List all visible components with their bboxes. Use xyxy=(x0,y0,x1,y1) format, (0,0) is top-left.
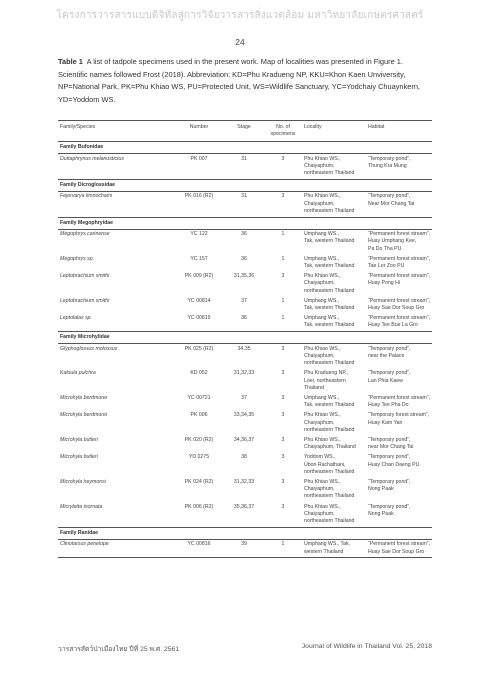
species-name: Leptobrachium smithi xyxy=(60,273,110,280)
habitat-line: Huay Pong Hi xyxy=(368,280,401,287)
species-name: Megophrys sp. xyxy=(60,255,95,262)
habitat-cell xyxy=(366,436,432,453)
habitat-cell xyxy=(366,478,432,503)
table-row xyxy=(58,478,432,503)
stage-value: 36 xyxy=(241,231,247,238)
footer-journal-english: Journal of Wildlife in Thailand Vol. 25, 2018 xyxy=(301,643,432,650)
locality-line: northeastern Thailand xyxy=(304,517,355,524)
locality-cell xyxy=(302,296,366,313)
locality-line: Tak, western Thailand xyxy=(304,238,355,245)
locality-line: Yoddom WS., xyxy=(304,454,336,461)
locality-line: Phu Khiao WS., xyxy=(304,478,341,485)
locality-line: western Thailand xyxy=(304,548,344,555)
locality-line: Tak, western Thailand xyxy=(304,304,355,311)
table-row xyxy=(58,453,432,478)
habitat-line: “Permanent forest stream”, xyxy=(368,273,430,280)
family-row xyxy=(58,217,432,229)
habitat-line: Huay Umphang Kee, xyxy=(368,238,417,245)
habitat-cell xyxy=(366,411,432,436)
specimen-count: 3 xyxy=(281,193,285,200)
specimen-number: YC 00819 xyxy=(187,315,211,322)
locality-cell xyxy=(302,314,366,332)
table-header xyxy=(58,121,432,142)
habitat-line: Thung Kra Mung xyxy=(368,162,407,169)
species-name: Leptolalax sp. xyxy=(60,315,93,322)
species-name: Glyphoglossus molossus xyxy=(60,345,118,352)
habitat-line: “Permanent forest stream”, xyxy=(368,394,430,401)
habitat-line: “Permanent forest stream”, xyxy=(368,231,430,238)
specimen-number: PK 006 xyxy=(190,412,208,419)
species-name: Microhyla butleri xyxy=(60,454,98,461)
stage-value: 34,36,37 xyxy=(233,436,255,443)
habitat-cell xyxy=(366,453,432,478)
header-stage: Stage xyxy=(224,121,264,142)
specimen-count: 3 xyxy=(281,454,285,461)
specimen-count: 3 xyxy=(281,503,285,510)
locality-line: Chaiyaphum, xyxy=(304,419,335,426)
species-name: Duttaphrynus melanostictus xyxy=(60,155,125,162)
habitat-cell xyxy=(366,154,432,180)
locality-line: Chaiyaphum, Thailand xyxy=(304,444,356,451)
table-row xyxy=(58,411,432,436)
locality-line: Phu Khiao WS., xyxy=(304,345,341,352)
habitat-line: Nong Paak xyxy=(368,510,394,517)
family-row xyxy=(58,332,432,344)
locality-line: Phu Khiao WS., xyxy=(304,436,341,443)
family-name: Family Microhylidae xyxy=(58,332,432,344)
locality-line: Tak, western Thailand xyxy=(304,262,355,269)
specimen-count: 3 xyxy=(281,436,285,443)
specimen-count: 1 xyxy=(264,539,302,557)
specimen-count: 3 xyxy=(281,155,285,162)
table-row xyxy=(58,539,432,557)
table-label: Table 1 xyxy=(58,57,83,66)
habitat-line: “Temporary pond”, xyxy=(368,370,411,377)
habitat-line: near the Palace xyxy=(368,352,405,359)
locality-cell xyxy=(302,154,366,180)
habitat-line: “Temporary pond”, xyxy=(368,478,411,485)
header-specimens xyxy=(264,121,302,142)
locality-line: Umphang WS., xyxy=(304,255,340,262)
locality-line: Phu Khiao WS., xyxy=(304,412,341,419)
family-row xyxy=(58,527,432,539)
stage-value: 31 xyxy=(241,155,247,162)
habitat-line: Tae Lor Zoo PU xyxy=(368,262,405,269)
table-caption xyxy=(58,56,432,106)
locality-cell xyxy=(302,539,366,557)
stage-value: 36 xyxy=(241,255,247,262)
habitat-cell xyxy=(366,272,432,297)
locality-line: Phu Khiao WS., xyxy=(304,273,341,280)
table-row xyxy=(58,272,432,297)
specimen-count: 1 xyxy=(281,255,285,262)
table-row xyxy=(58,502,432,527)
stage-value: 31 xyxy=(241,193,247,200)
habitat-line: “Temporary pond”, xyxy=(368,436,411,443)
habitat-line: “Temporary pond”, xyxy=(368,503,411,510)
locality-cell xyxy=(302,272,366,297)
species-name: Megophrys carinense xyxy=(60,231,110,238)
locality-line: Umphang WS., xyxy=(304,315,340,322)
specimen-number: YC 122 xyxy=(190,231,208,238)
stage-value: 37 xyxy=(241,394,247,401)
habitat-line: Huay Sae Dor Soup Gro xyxy=(368,548,425,555)
habitat-line: Nong Paak xyxy=(368,486,394,493)
locality-line: Chaiyaphum, xyxy=(304,280,335,287)
locality-cell xyxy=(302,478,366,503)
locality-line: Phu Khiao WS., xyxy=(304,155,341,162)
locality-line: Umphang WS., xyxy=(304,297,340,304)
stage-value: 35,36,37 xyxy=(233,503,255,510)
habitat-cell xyxy=(366,539,432,557)
habitat-line: Huay Tee Bue La Gro xyxy=(368,322,418,329)
locality-line: Umphang WS., Tak, xyxy=(304,541,351,548)
habitat-line: “Temporary forest stream”, xyxy=(368,412,430,419)
specimen-number: YC 00816 xyxy=(174,539,224,557)
stage-value: 31,32,33 xyxy=(233,478,255,485)
table-body xyxy=(58,142,432,558)
table-row xyxy=(58,254,432,271)
stage-value: 38 xyxy=(241,454,247,461)
header-specimens-line1: No. of xyxy=(276,124,290,130)
locality-line: Chaiyaphum, xyxy=(304,510,335,517)
habitat-line: Huay Chan Daeng PU xyxy=(368,461,420,468)
table-row xyxy=(58,192,432,218)
locality-cell xyxy=(302,254,366,271)
locality-line: northeastern Thailand xyxy=(304,287,355,294)
locality-line: northeastern Thailand xyxy=(304,170,355,176)
specimen-number: YC 00814 xyxy=(187,297,211,304)
habitat-line: “Permanent forest stream”, xyxy=(368,315,430,322)
header-locality: Locality xyxy=(302,121,366,142)
specimen-count: 3 xyxy=(281,370,285,377)
species-name: Clinotarsus penelope xyxy=(58,539,174,557)
locality-line: Chaiyaphum, xyxy=(304,352,335,359)
specimen-count: 1 xyxy=(281,315,285,322)
locality-line: Ubon Rachathani, xyxy=(304,461,346,468)
family-row xyxy=(58,142,432,154)
table-row xyxy=(58,394,432,411)
stage-value: 39 xyxy=(224,539,264,557)
habitat-cell xyxy=(366,254,432,271)
locality-cell xyxy=(302,394,366,411)
header-specimens-line2: specimens xyxy=(270,131,296,137)
family-name: Family Dicroglossidae xyxy=(58,179,432,191)
specimen-table xyxy=(58,120,432,558)
specimen-count: 3 xyxy=(281,394,285,401)
specimen-number: PK 009 (R2) xyxy=(184,273,214,280)
table-row xyxy=(58,344,432,369)
habitat-line: “Temporary pond”, xyxy=(368,193,411,200)
locality-line: northeastern Thailand xyxy=(304,426,355,433)
family-name: Family Megophryidae xyxy=(58,217,432,229)
locality-line: Umphang WS., xyxy=(304,231,340,238)
specimen-count: 3 xyxy=(281,273,285,280)
locality-cell xyxy=(302,344,366,369)
table-row xyxy=(58,436,432,453)
locality-cell xyxy=(302,229,366,254)
table-row xyxy=(58,154,432,180)
locality-cell xyxy=(302,453,366,478)
specimen-number: PK 024 (R2) xyxy=(184,478,214,485)
species-name: Fejervarya limnocharis xyxy=(60,193,113,200)
header-family: Family/Species xyxy=(58,121,174,142)
habitat-line: “Temporary pond”, xyxy=(368,345,411,352)
habitat-line: “Permanent forest stream”, xyxy=(368,297,430,304)
specimen-count: 1 xyxy=(281,231,285,238)
habitat-line: “Permanent forest stream”, xyxy=(368,541,430,548)
header-number: Number xyxy=(174,121,224,142)
locality-cell xyxy=(302,502,366,527)
species-name: Kaloula pulchra xyxy=(60,370,96,377)
stage-value: 37 xyxy=(241,297,247,304)
habitat-cell xyxy=(366,369,432,394)
family-name: Family Ranidae xyxy=(58,527,432,539)
habitat-line: Huay Tee Pha Do xyxy=(368,402,409,409)
table-row xyxy=(58,229,432,254)
caption-text: A list of tadpole specimens used in the present work. Map of localities was presented in Figure 1. Scientific names followed Frost (2018). Abbreviation: KD=Phu Kradueng NP, KKU=Khon Kaen Unviversity, NP=National Park, PK=Phu Khiao WS, PU=Protected Unit, WS=Wildlife Sanctuary, YC=Yodchaiy Chuaynkern, YD=Yoddom WS. xyxy=(58,57,420,104)
stage-value: 33,34,35 xyxy=(233,412,255,419)
habitat-line: Pa Do Tha PU. xyxy=(368,245,403,252)
specimen-number: PK 025 (R2) xyxy=(184,345,214,352)
specimen-number: PK 016 (R2) xyxy=(184,193,214,200)
table-row xyxy=(58,369,432,394)
species-name: Microhyla berdmorei xyxy=(60,412,107,419)
specimen-number: YD 0275 xyxy=(188,454,210,461)
habitat-cell xyxy=(366,314,432,332)
specimen-number: YC 00721 xyxy=(187,394,211,401)
specimen-number: PK 020 (R2) xyxy=(184,436,214,443)
locality-line: northeastern Thailand xyxy=(304,207,355,214)
species-name: Micryletta inornata xyxy=(60,503,103,510)
footer-journal-thai: วารสารสัตว์ป่าเมืองไทย ปีที่ 25 พ.ศ. 2561 xyxy=(58,646,180,653)
stage-value: 31,35,36 xyxy=(233,273,255,280)
specimen-count: 3 xyxy=(281,345,285,352)
specimen-number: PK 006 (R2) xyxy=(184,503,214,510)
locality-line: Phu Khiao WS., xyxy=(304,193,341,200)
locality-cell xyxy=(302,411,366,436)
habitat-cell xyxy=(366,344,432,369)
locality-line: Tak, western Thailand xyxy=(304,322,355,329)
habitat-line: near Mor Chang Tai xyxy=(368,444,414,451)
page-number: 24 xyxy=(235,37,245,47)
habitat-line: “Temporary pond”, xyxy=(368,155,411,162)
habitat-line: Lan Phia Kaew xyxy=(368,377,403,384)
habitat-cell xyxy=(366,229,432,254)
habitat-cell xyxy=(366,192,432,218)
specimen-count: 3 xyxy=(281,412,285,419)
species-name: Microhyla berdmorei xyxy=(60,394,107,401)
specimen-count: 3 xyxy=(281,478,285,485)
habitat-line: Huay Kam Yan xyxy=(368,419,403,426)
locality-cell xyxy=(302,436,366,453)
locality-line: Phu Khiao WS., xyxy=(304,503,341,510)
table-row xyxy=(58,296,432,313)
locality-cell xyxy=(302,192,366,218)
habitat-line: Near Mor Chang Tai xyxy=(368,200,415,207)
species-name: Microhyla butleri xyxy=(60,436,98,443)
locality-line: Thailand xyxy=(304,384,324,391)
locality-line: northeastern Thailand xyxy=(304,360,355,367)
locality-line: Phu Kradueng NP., xyxy=(304,370,349,377)
habitat-line: Huay Sae Dor Soup Gro xyxy=(368,304,425,311)
stage-value: 36 xyxy=(241,315,247,322)
specimen-number: YC 157 xyxy=(190,255,208,262)
locality-line: Umphang WS., xyxy=(304,394,340,401)
locality-cell xyxy=(302,369,366,394)
header-habitat: Habitat xyxy=(366,121,432,142)
habitat-cell xyxy=(366,394,432,411)
habitat-cell xyxy=(366,296,432,313)
specimen-count: 1 xyxy=(281,297,285,304)
stage-value: 31,32,33 xyxy=(233,370,255,377)
family-name: Family Bufonidae xyxy=(58,142,432,154)
locality-line: northeastern Thailand xyxy=(304,493,355,500)
specimen-number: KD 052 xyxy=(190,370,208,377)
locality-line: Tak, western Thailand xyxy=(304,402,355,409)
stage-value: 34,35 xyxy=(237,345,251,352)
habitat-line: “Permanent forest stream”, xyxy=(368,255,430,262)
locality-line: northeastern Thailand xyxy=(304,468,355,475)
locality-line: Chaiyaphum, xyxy=(304,486,335,493)
locality-line: Loei, northeastern xyxy=(304,377,346,384)
species-name: Microhyla heymonsi xyxy=(60,478,106,485)
table-row xyxy=(58,314,432,332)
species-name: Leptobrachium smithi xyxy=(60,297,110,304)
specimen-number: PK 007 xyxy=(190,155,208,162)
habitat-cell xyxy=(366,502,432,527)
watermark-header: โครงการวารสารแบบดิจิทัลสู่การวิจัยวารสารสิ่งแวดล้อม มหาวิทยาลัยเกษตรศาสตร์ xyxy=(56,10,424,21)
habitat-line: “Temporary pond”, xyxy=(368,454,411,461)
family-row xyxy=(58,179,432,191)
locality-line: Chaiyaphum, xyxy=(304,162,335,169)
locality-line: Chaiyaphum, xyxy=(304,200,335,207)
